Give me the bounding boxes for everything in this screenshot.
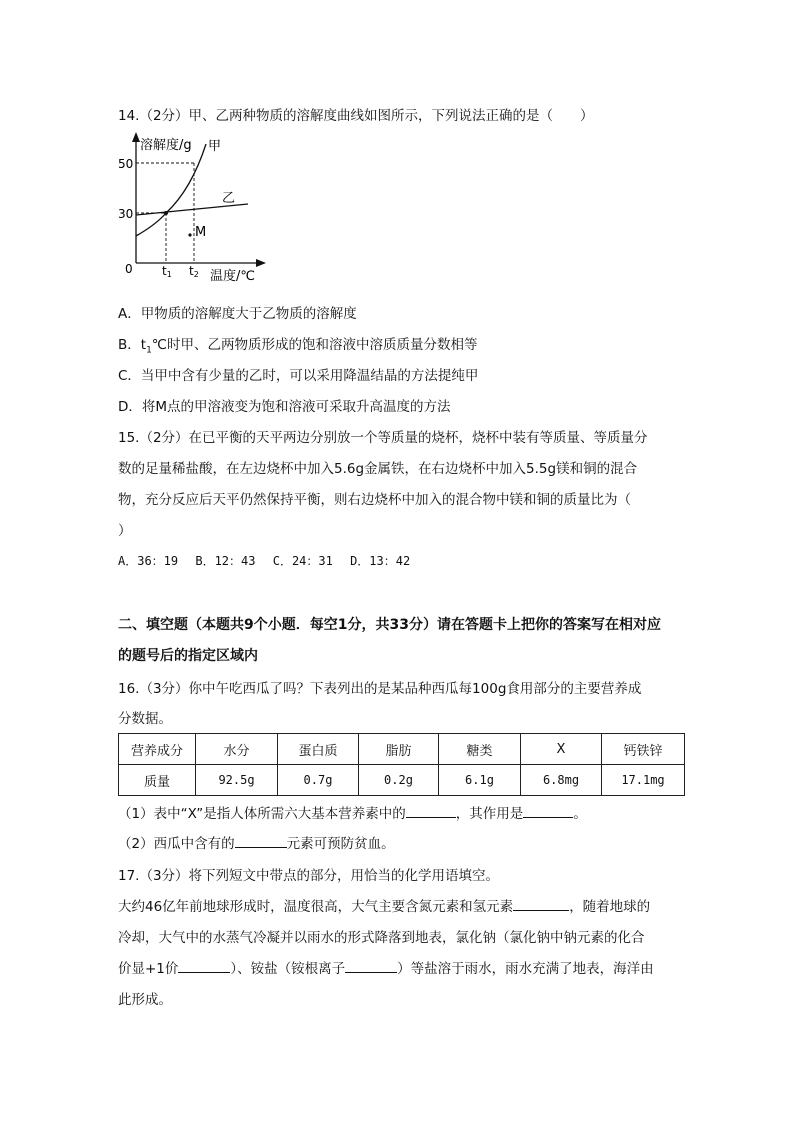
q14-option-d: D．将M点的甲溶液变为饱和溶液可采取升高温度的方法	[118, 399, 451, 415]
q17-para-line3: 价显+1价 ）、铵盐（铵根离子 ）等盐溶于雨水，雨水充满了地表，海洋由	[118, 961, 654, 977]
q15-options	[118, 552, 420, 569]
q16-line1: 16.（3分）你中午吃西瓜了吗？下表列出的是某品种西瓜每100g食用部分的主要营养成	[118, 681, 642, 697]
q14-option-c: C．当甲中含有少量的乙时，可以采用降温结晶的方法提纯甲	[118, 368, 479, 384]
answer-blank[interactable]	[513, 898, 569, 911]
point-m-label: M	[195, 225, 207, 240]
section2-heading-line2: 的题号后的指定区域内	[118, 648, 258, 664]
curve-yi	[136, 204, 248, 215]
x-axis-arrow	[256, 259, 266, 267]
y-tick-30: 30	[118, 207, 134, 221]
q15-option-a: A．36：19	[118, 554, 179, 568]
q14-option-a: A．甲物质的溶解度大于乙物质的溶解度	[118, 306, 357, 322]
intersection-point	[164, 211, 168, 215]
curve-yi-label: 乙	[222, 191, 236, 206]
table-cell: 脂肪	[359, 734, 439, 765]
x-axis-label: 温度/℃	[210, 269, 255, 284]
table-cell: 钙铁锌	[602, 734, 685, 765]
q17-para-line1: 大约46亿年前地球形成时，温度很高，大气主要含氮元素和氢元素 ，随着地球的	[118, 899, 651, 915]
origin-label: 0	[125, 262, 133, 276]
q15-option-d: D．13：42	[350, 554, 411, 568]
nutrition-table	[118, 733, 685, 796]
table-cell: X	[521, 734, 602, 765]
table-cell: 水分	[196, 734, 278, 765]
q16-sub1: （1）表中“X”是指人体所需六大基本营养素中的 ，其作用是 。	[118, 806, 587, 822]
q15-line3: 物，充分反应后天平仍然保持平衡，则右边烧杯中加入的混合物中镁和铜的质量比为（	[118, 492, 631, 508]
answer-blank[interactable]	[235, 835, 287, 848]
table-cell: 6.8mg	[521, 765, 602, 796]
q15-line1: 15.（2分）在已平衡的天平两边分别放一个等质量的烧杯，烧杯中装有等质量、等质量分	[118, 430, 648, 446]
y-axis-label: 溶解度/g	[140, 138, 192, 153]
answer-blank[interactable]	[523, 805, 573, 818]
curve-jia-label: 甲	[208, 139, 222, 154]
table-cell: 营养成分	[119, 734, 196, 765]
table-cell: 0.2g	[359, 765, 439, 796]
q14-stem: 14.（2分）甲、乙两种物质的溶解度曲线如图所示，下列说法正确的是（ ）	[118, 108, 594, 124]
q17-para-line2: 冷却，大气中的水蒸气冷凝并以雨水的形式降落到地表，氯化钠（氯化钠中钠元素的化合	[118, 930, 645, 946]
table-cell: 质量	[119, 765, 196, 796]
q15-option-c: C．24：31	[272, 554, 333, 568]
q16-sub2: （2）西瓜中含有的 元素可预防贫血。	[118, 836, 395, 852]
q15-line2: 数的足量稀盐酸，在左边烧杯中加入5.6g金属铁，在右边烧杯中加入5.5g镁和铜的混合	[118, 461, 638, 477]
table-row	[119, 765, 685, 796]
q15-line4: ）	[118, 523, 132, 539]
y-tick-50: 50	[118, 157, 134, 171]
table-cell: 0.7g	[278, 765, 359, 796]
table-cell: 6.1g	[439, 765, 521, 796]
table-cell: 92.5g	[196, 765, 278, 796]
x-tick-t2: t2	[189, 264, 199, 279]
q17-line1: 17.（3分）将下列短文中带点的部分，用恰当的化学用语填空。	[118, 868, 500, 884]
table-cell: 糖类	[439, 734, 521, 765]
answer-blank[interactable]	[178, 960, 230, 973]
q15-option-b: B．12：43	[195, 554, 256, 568]
q14-option-b: B．$t_1℃$时甲、乙两物质形成的饱和溶液中溶质质量分数相等	[118, 337, 478, 356]
section2-heading-line1: 二、填空题（本题共9个小题．每空1分，共33分）请在答题卡上把你的答案写在相对应	[118, 617, 661, 633]
answer-blank[interactable]	[345, 960, 397, 973]
answer-blank[interactable]	[406, 805, 456, 818]
curve-jia	[136, 144, 206, 236]
point-m	[188, 233, 191, 236]
table-cell: 17.1mg	[602, 765, 685, 796]
solubility-chart	[110, 128, 290, 288]
table-header-row	[119, 734, 685, 765]
q16-line2: 分数据。	[118, 711, 172, 727]
q17-para-line4: 此形成。	[118, 992, 172, 1008]
x-tick-t1: t1	[162, 264, 172, 279]
y-axis-arrow	[132, 132, 140, 142]
table-cell: 蛋白质	[278, 734, 359, 765]
